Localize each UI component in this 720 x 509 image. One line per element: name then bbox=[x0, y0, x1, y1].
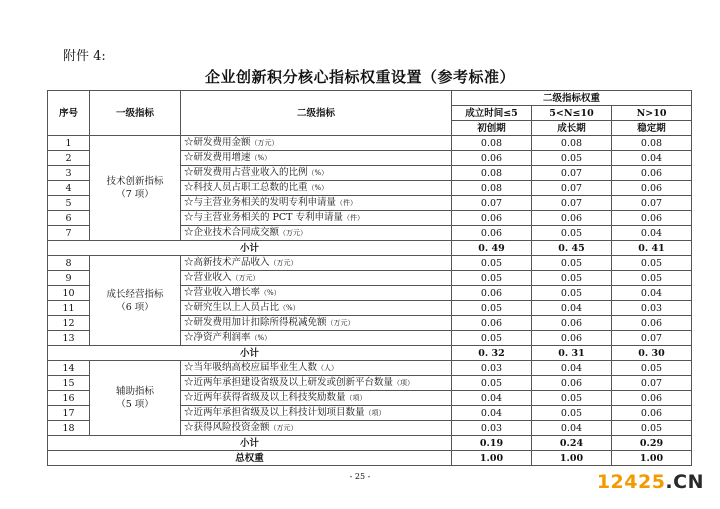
table-row bbox=[48, 136, 692, 151]
weight-cell: 0.05 bbox=[452, 331, 532, 346]
level2-indicator bbox=[181, 391, 452, 406]
row-number: 10 bbox=[48, 286, 90, 301]
indicator-unit: （万元） bbox=[326, 319, 355, 327]
row-number: 3 bbox=[48, 166, 90, 181]
weight-cell: 0.08 bbox=[532, 136, 612, 151]
indicator-unit: （人） bbox=[317, 364, 339, 372]
indicator-text: ☆近两年获得省级及以上科技奖励数量 bbox=[184, 392, 346, 403]
weight-cell: 0.07 bbox=[532, 181, 612, 196]
weight-cell: 0.04 bbox=[532, 361, 612, 376]
header-stage3: 稳定期 bbox=[612, 121, 692, 136]
header-col1: 成立时间≤5 bbox=[452, 106, 532, 121]
document-title: 企业创新积分核心指标权重设置（参考标准） bbox=[204, 68, 515, 86]
indicator-unit: （万元） bbox=[250, 139, 279, 147]
header-seq: 序号 bbox=[48, 91, 90, 136]
weight-cell: 0.06 bbox=[612, 166, 692, 181]
indicator-unit: （%） bbox=[279, 304, 300, 312]
weight-cell: 0.06 bbox=[452, 151, 532, 166]
indicator-unit: （件） bbox=[336, 199, 358, 207]
indicator-text: ☆研究生以上人员占比 bbox=[184, 302, 280, 313]
weight-cell: 0.04 bbox=[532, 421, 612, 436]
weights-table bbox=[47, 90, 692, 466]
row-number: 7 bbox=[48, 226, 90, 241]
table-row bbox=[48, 361, 692, 376]
level2-indicator bbox=[181, 286, 452, 301]
row-number: 4 bbox=[48, 181, 90, 196]
level2-indicator bbox=[181, 136, 452, 151]
total-row bbox=[48, 451, 692, 466]
indicator-text: ☆企业技术合同成交额 bbox=[184, 227, 280, 238]
indicator-unit: （%） bbox=[250, 334, 272, 342]
weight-cell: 0.06 bbox=[612, 316, 692, 331]
level2-indicator bbox=[181, 271, 452, 286]
weight-cell: 0.08 bbox=[612, 136, 692, 151]
header-weights: 二级指标权重 bbox=[452, 91, 692, 106]
level2-indicator bbox=[181, 301, 452, 316]
weight-cell: 0.05 bbox=[532, 406, 612, 421]
weight-cell: 0.05 bbox=[532, 391, 612, 406]
indicator-text: ☆研发费用增速 bbox=[184, 152, 251, 163]
table-body bbox=[48, 136, 692, 466]
row-number: 12 bbox=[48, 316, 90, 331]
indicator-unit: （%） bbox=[307, 184, 329, 192]
total-weight: 1.00 bbox=[452, 451, 532, 466]
level2-indicator bbox=[181, 421, 452, 436]
weight-cell: 0.05 bbox=[452, 271, 532, 286]
weight-cell: 0.06 bbox=[532, 316, 612, 331]
weight-cell: 0.05 bbox=[532, 286, 612, 301]
weight-cell: 0.04 bbox=[612, 151, 692, 166]
row-number: 16 bbox=[48, 391, 90, 406]
indicator-unit: （项） bbox=[345, 394, 367, 402]
weight-cell: 0.06 bbox=[452, 316, 532, 331]
weight-cell: 0.08 bbox=[452, 136, 532, 151]
indicator-unit: （项） bbox=[364, 409, 386, 417]
row-number: 5 bbox=[48, 196, 90, 211]
level2-indicator bbox=[181, 376, 452, 391]
indicator-unit: （件） bbox=[343, 214, 365, 222]
header-col3: N>10 bbox=[612, 106, 692, 121]
indicator-text: ☆高新技术产品收入 bbox=[184, 257, 270, 268]
level1-indicator bbox=[90, 256, 181, 346]
subtotal-weight: 0. 49 bbox=[452, 241, 532, 256]
weight-cell: 0.06 bbox=[452, 211, 532, 226]
subtotal-label: 小计 bbox=[48, 346, 452, 361]
weight-cell: 0.05 bbox=[452, 256, 532, 271]
level1-indicator bbox=[90, 361, 181, 436]
header-level1: 一级指标 bbox=[90, 91, 181, 136]
page-number: - 25 - bbox=[349, 472, 371, 481]
weight-cell: 0.05 bbox=[612, 421, 692, 436]
weight-cell: 0.06 bbox=[532, 331, 612, 346]
level1-count: （5 项） bbox=[116, 399, 154, 410]
weight-cell: 0.05 bbox=[452, 376, 532, 391]
weight-cell: 0.05 bbox=[532, 226, 612, 241]
subtotal-weight: 0.29 bbox=[612, 436, 692, 451]
weight-cell: 0.06 bbox=[612, 406, 692, 421]
row-number: 8 bbox=[48, 256, 90, 271]
indicator-unit: （万元） bbox=[269, 424, 298, 432]
level2-indicator bbox=[181, 166, 452, 181]
row-number: 6 bbox=[48, 211, 90, 226]
header-level2: 二级指标 bbox=[181, 91, 452, 136]
weight-cell: 0.06 bbox=[452, 286, 532, 301]
indicator-text: ☆研发费用金额 bbox=[184, 137, 251, 148]
subtotal-row bbox=[48, 346, 692, 361]
weight-cell: 0.05 bbox=[532, 151, 612, 166]
attachment-label: 附件 4: bbox=[63, 49, 106, 64]
weight-cell: 0.06 bbox=[612, 181, 692, 196]
weight-cell: 0.05 bbox=[612, 361, 692, 376]
indicator-text: ☆与主营业务相关的发明专利申请量 bbox=[184, 197, 337, 208]
weight-cell: 0.05 bbox=[532, 256, 612, 271]
weight-cell: 0.06 bbox=[612, 211, 692, 226]
header-stage2: 成长期 bbox=[532, 121, 612, 136]
indicator-text: ☆营业收入 bbox=[184, 272, 232, 283]
indicator-text: ☆净资产利润率 bbox=[184, 332, 251, 343]
subtotal-row bbox=[48, 241, 692, 256]
weight-cell: 0.05 bbox=[452, 301, 532, 316]
weight-cell: 0.07 bbox=[532, 196, 612, 211]
subtotal-label: 小计 bbox=[48, 241, 452, 256]
level2-indicator bbox=[181, 181, 452, 196]
subtotal-label: 小计 bbox=[48, 436, 452, 451]
weight-cell: 0.06 bbox=[532, 376, 612, 391]
weight-cell: 0.04 bbox=[452, 391, 532, 406]
indicator-unit: （项） bbox=[393, 379, 415, 387]
row-number: 13 bbox=[48, 331, 90, 346]
indicator-text: ☆与主营业务相关的 PCT 专利申请量 bbox=[184, 212, 344, 223]
row-number: 14 bbox=[48, 361, 90, 376]
weight-cell: 0.04 bbox=[612, 286, 692, 301]
level1-name: 技术创新指标 bbox=[106, 176, 164, 187]
weight-cell: 0.03 bbox=[452, 421, 532, 436]
level2-indicator bbox=[181, 406, 452, 421]
indicator-text: ☆近两年承担建设省级及以上研发或创新平台数量 bbox=[184, 377, 394, 388]
level2-indicator bbox=[181, 316, 452, 331]
level2-indicator bbox=[181, 196, 452, 211]
row-number: 15 bbox=[48, 376, 90, 391]
subtotal-weight: 0. 32 bbox=[452, 346, 532, 361]
subtotal-weight: 0. 41 bbox=[612, 241, 692, 256]
weight-cell: 0.04 bbox=[612, 226, 692, 241]
weight-cell: 0.05 bbox=[532, 271, 612, 286]
header-col2: 5<N≤10 bbox=[532, 106, 612, 121]
indicator-text: ☆科技人员占职工总数的比重 bbox=[184, 182, 308, 193]
weight-cell: 0.08 bbox=[452, 181, 532, 196]
row-number: 18 bbox=[48, 421, 90, 436]
weight-cell: 0.05 bbox=[612, 271, 692, 286]
indicator-unit: （%） bbox=[260, 289, 281, 297]
indicator-unit: （万元） bbox=[231, 274, 260, 282]
level2-indicator bbox=[181, 361, 452, 376]
weight-cell: 0.06 bbox=[612, 391, 692, 406]
indicator-unit: （%） bbox=[307, 169, 329, 177]
subtotal-weight: 0.24 bbox=[532, 436, 612, 451]
subtotal-weight: 0. 31 bbox=[532, 346, 612, 361]
weight-cell: 0.07 bbox=[612, 331, 692, 346]
weight-cell: 0.06 bbox=[452, 226, 532, 241]
level1-indicator bbox=[90, 136, 181, 241]
weight-cell: 0.03 bbox=[452, 361, 532, 376]
level1-name: 辅助指标 bbox=[115, 386, 154, 397]
weight-cell: 0.07 bbox=[612, 376, 692, 391]
indicator-text: ☆研发费用占营业收入的比例 bbox=[184, 167, 308, 178]
level2-indicator bbox=[181, 226, 452, 241]
row-number: 1 bbox=[48, 136, 90, 151]
level1-count: （7 项） bbox=[116, 189, 154, 200]
total-weight: 1.00 bbox=[612, 451, 692, 466]
level2-indicator bbox=[181, 151, 452, 166]
header-stage1: 初创期 bbox=[452, 121, 532, 136]
subtotal-row bbox=[48, 436, 692, 451]
total-label: 总权重 bbox=[48, 451, 452, 466]
level2-indicator bbox=[181, 211, 452, 226]
weight-cell: 0.05 bbox=[612, 256, 692, 271]
indicator-text: ☆近两年承担省级及以上科技计划项目数量 bbox=[184, 407, 365, 418]
indicator-unit: （%） bbox=[250, 154, 272, 162]
row-number: 17 bbox=[48, 406, 90, 421]
watermark-logo: 12425.CN bbox=[596, 471, 704, 493]
weight-cell: 0.04 bbox=[452, 406, 532, 421]
row-number: 2 bbox=[48, 151, 90, 166]
subtotal-weight: 0.19 bbox=[452, 436, 532, 451]
level2-indicator bbox=[181, 256, 452, 271]
subtotal-weight: 0. 30 bbox=[612, 346, 692, 361]
level1-count: （6 项） bbox=[116, 301, 154, 313]
weight-cell: 0.07 bbox=[532, 166, 612, 181]
indicator-text: ☆营业收入增长率 bbox=[184, 287, 261, 298]
weight-cell: 0.06 bbox=[532, 211, 612, 226]
indicator-text: ☆研发费用加计扣除所得税减免额 bbox=[184, 317, 327, 328]
indicator-unit: （万元） bbox=[279, 229, 308, 237]
indicator-text: ☆获得风险投资金额 bbox=[184, 422, 270, 433]
weight-cell: 0.07 bbox=[612, 196, 692, 211]
weight-cell: 0.08 bbox=[452, 166, 532, 181]
row-number: 9 bbox=[48, 271, 90, 286]
level1-name: 成长经营指标 bbox=[106, 288, 164, 300]
row-number: 11 bbox=[48, 301, 90, 316]
level2-indicator bbox=[181, 331, 452, 346]
total-weight: 1.00 bbox=[532, 451, 612, 466]
indicator-unit: （万元） bbox=[269, 259, 298, 267]
table-row bbox=[48, 256, 692, 271]
weight-cell: 0.04 bbox=[532, 301, 612, 316]
weight-cell: 0.03 bbox=[612, 301, 692, 316]
weight-cell: 0.07 bbox=[452, 196, 532, 211]
indicator-text: ☆当年吸纳高校应届毕业生人数 bbox=[184, 362, 318, 373]
subtotal-weight: 0. 45 bbox=[532, 241, 612, 256]
